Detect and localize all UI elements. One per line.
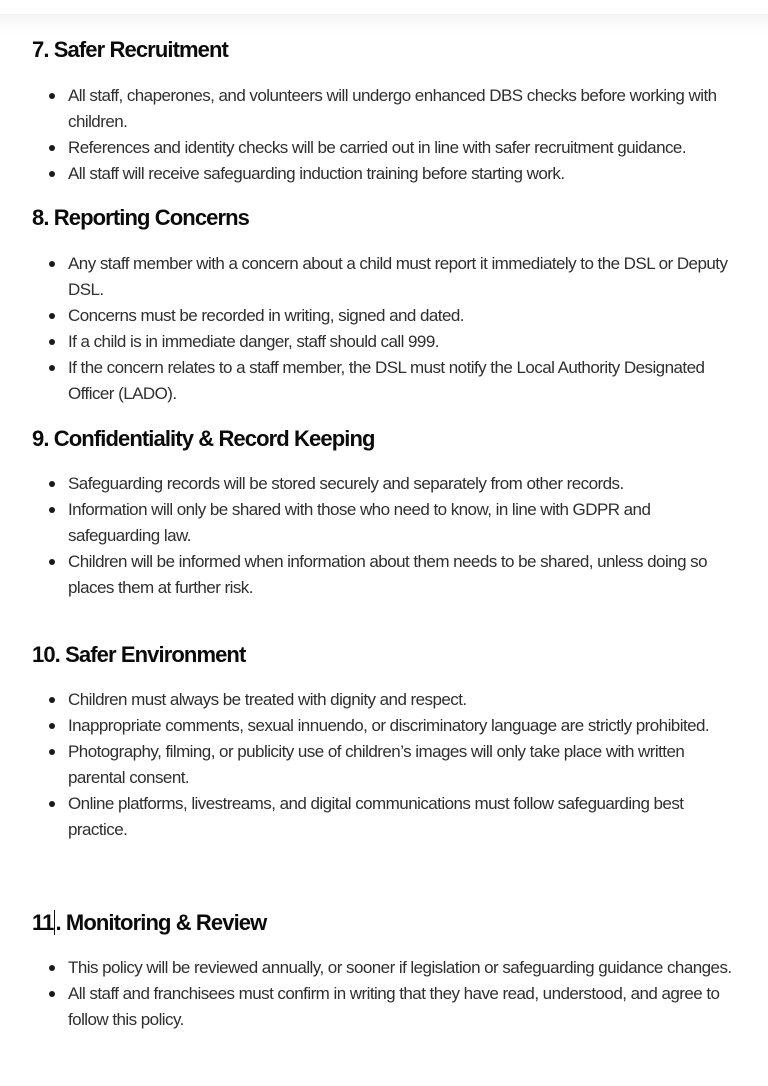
list-item-text: All staff, chaperones, and volunteers will undergo enhanced DBS checks before working with children.: [68, 86, 717, 131]
list-item: [0, 161, 768, 187]
list-item-text: Concerns must be recorded in writing, signed and dated.: [68, 306, 464, 325]
section-heading: [32, 910, 266, 936]
list-item: [0, 713, 768, 739]
list-item-text: Safeguarding records will be stored securely and separately from other records.: [68, 474, 624, 493]
list-item-text: Online platforms, livestreams, and digital communications must follow safeguarding best practice.: [68, 794, 684, 839]
bullet-icon: [49, 481, 55, 487]
section-heading: 8. Reporting Concerns: [32, 205, 250, 230]
bullet-list: [0, 83, 768, 187]
list-item: [0, 497, 768, 549]
section-heading: 10. Safer Environment: [32, 642, 246, 667]
bullet-icon: [49, 261, 55, 267]
list-item: [0, 83, 768, 135]
bullet-icon: [49, 339, 55, 345]
toolbar-shadow: [0, 14, 768, 36]
list-item: [0, 549, 768, 601]
bullet-icon: [49, 313, 55, 319]
list-item: [0, 251, 768, 303]
list-item-text: References and identity checks will be carried out in line with safer recruitment guidance.: [68, 138, 687, 157]
bullet-icon: [49, 93, 55, 99]
bullet-icon: [49, 991, 55, 997]
bullet-icon: [49, 171, 55, 177]
list-item-text: Information will only be shared with those who need to know, in line with GDPR and safeguarding law.: [68, 500, 651, 545]
list-item: [0, 471, 768, 497]
list-item: [0, 329, 768, 355]
list-item: [0, 955, 768, 981]
list-item-text: All staff will receive safeguarding induction training before starting work.: [68, 164, 565, 183]
heading-number: 11: [32, 910, 54, 935]
bullet-icon: [49, 965, 55, 971]
list-item: [0, 303, 768, 329]
list-item-text: If a child is in immediate danger, staff should call 999.: [68, 332, 439, 351]
bullet-list: [0, 687, 768, 843]
list-item: [0, 355, 768, 407]
list-item-text: Inappropriate comments, sexual innuendo, or discriminatory language are strictly prohibited.: [68, 716, 710, 735]
bullet-icon: [49, 365, 55, 371]
list-item-text: This policy will be reviewed annually, or sooner if legislation or safeguarding guidance changes.: [68, 958, 732, 977]
list-item-text: All staff and franchisees must confirm in writing that they have read, understood, and agree to follow this policy.: [68, 984, 720, 1029]
list-item: [0, 739, 768, 791]
list-item: [0, 791, 768, 843]
list-item: [0, 981, 768, 1033]
bullet-icon: [49, 697, 55, 703]
bullet-icon: [49, 723, 55, 729]
list-item-text: Children will be informed when information about them needs to be shared, unless doing so places them at further risk.: [68, 552, 708, 597]
section-heading: 7. Safer Recruitment: [32, 37, 228, 62]
list-item-text: Children must always be treated with dignity and respect.: [68, 690, 467, 709]
list-item-text: Photography, filming, or publicity use of children’s images will only take place with written parental consent.: [68, 742, 685, 787]
bullet-icon: [49, 801, 55, 807]
list-item: [0, 135, 768, 161]
bullet-icon: [49, 145, 55, 151]
bullet-list: [0, 471, 768, 601]
bullet-list: [0, 251, 768, 407]
heading-title: . Monitoring & Review: [55, 910, 267, 935]
list-item: [0, 687, 768, 713]
list-item-text: If the concern relates to a staff member, the DSL must notify the Local Authority Designated Officer (LADO).: [68, 358, 705, 403]
list-item-text: Any staff member with a concern about a child must report it immediately to the DSL or Deputy DSL.: [68, 254, 728, 299]
bullet-icon: [49, 507, 55, 513]
section-heading: 9. Confidentiality & Record Keeping: [32, 426, 375, 451]
bullet-list: [0, 955, 768, 1033]
bullet-icon: [49, 559, 55, 565]
bullet-icon: [49, 749, 55, 755]
